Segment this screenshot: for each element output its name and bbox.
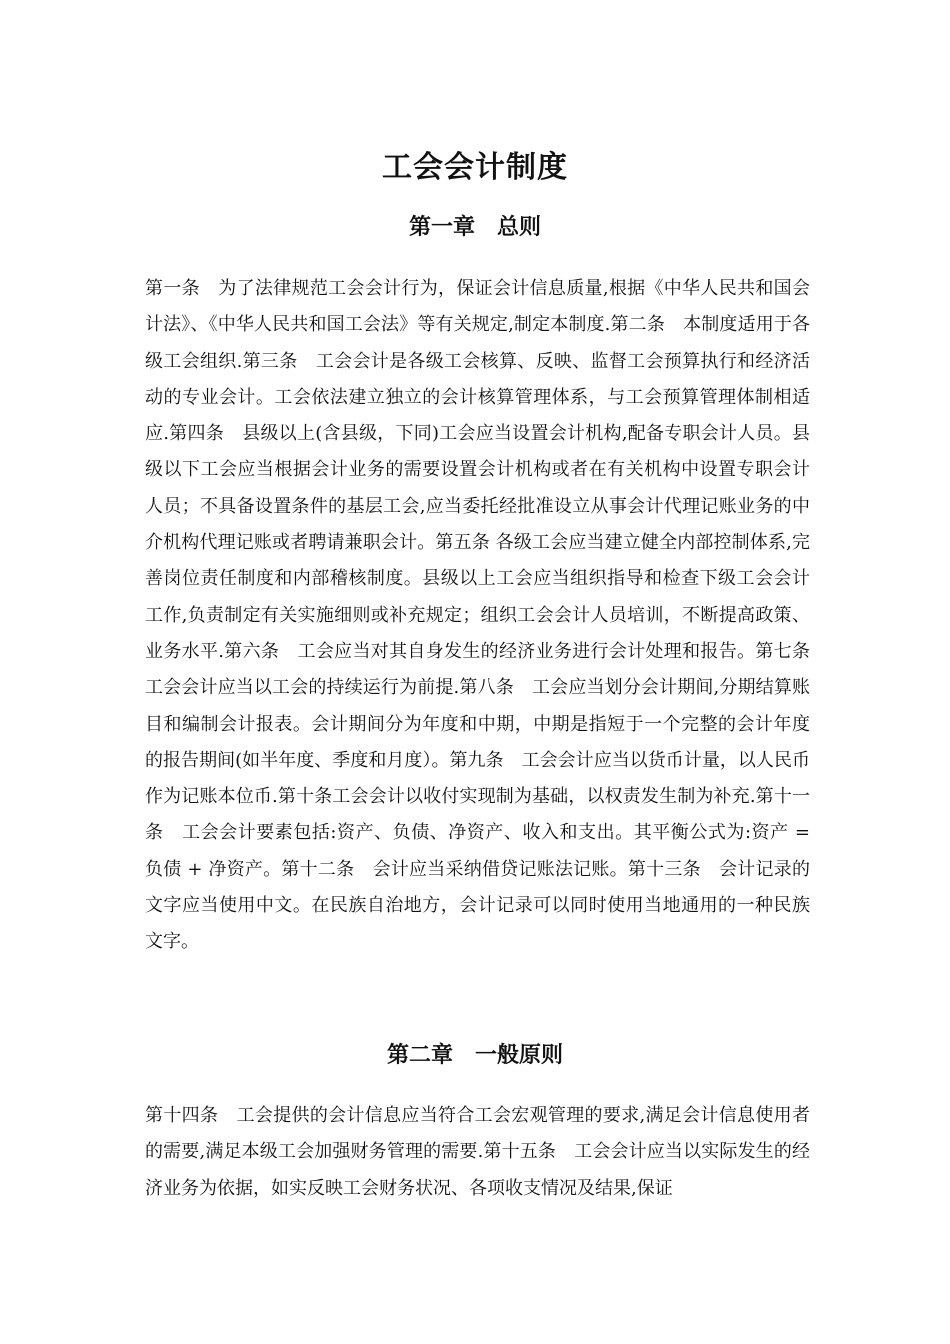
chapter-2-body-text: 第十四条 工会提供的会计信息应当符合工会宏观管理的要求,满足会计信息使用者的需要,满足本级工会加强财务管理的需要.第十五条 工会会计应当以实际发生的经济业务为依据，如实反映工会财务状况、各项收支情况及结果,保证	[145, 1105, 810, 1199]
chapter-1-body-text: 第一条 为了法律规范工会会计行为，保证会计信息质量,根据《中华人民共和国会计法》、《中华人民共和国工会法》等有关规定,制定本制度.第二条 本制度适用于各级工会组织.第三条 工会会计是各级工会核算、反映、监督工会预算执行和经济活动的专业会计。工会依法建立独立的会计核算管理体系，与工会预算管理体制相适应.第四条 县级以上(含县级，下同)工会应当设置会计机构,配备专职会计人员。县级以下工会应当根据会计业务的需要设置会计机构或者在有关机构中设置专职会计人员；不具备设置条件的基层工会,应当委托经批准设立从事会计代理记账业务的中介机构代理记账或者聘请兼职会计。第五条 各级工会应当建立健全内部控制体系,完善岗位责任制度和内部稽核制度。县级以上工会应当组织指导和检查下级工会会计工作,负责制定有关实施细则或补充规定；组织工会会计人员培训，不断提高政策、业务水平.第六条 工会应当对其自身发生的经济业务进行会计处理和报告。第七条 工会会计应当以工会的持续运行为前提.第八条 工会应当划分会计期间,分期结算账目和编制会计报表。会计期间分为年度和中期，中期是指短于一个完整的会计年度的报告期间(如半年度、季度和月度）。第九条 工会会计应当以货币计量，以人民币作为记账本位币.第十条工会会计以收付实现制为基础，以权责发生制为补充.第十一条 工会会计要素包括:资产、负债、净资产、收入和支出。其平衡公式为:资产 = 负债 + 净资产。第十二条 会计应当采纳借贷记账法记账。第十三条 会计记录的文字应当使用中文。在民族自治地方，会计记录可以同时使用当地通用的一种民族文字。	[145, 278, 828, 953]
document-title: 工会会计制度	[382, 150, 568, 185]
chapter-1-heading: 第一章 总则	[408, 214, 541, 240]
chapter-2-heading: 第二章 一般原则	[386, 1042, 563, 1068]
